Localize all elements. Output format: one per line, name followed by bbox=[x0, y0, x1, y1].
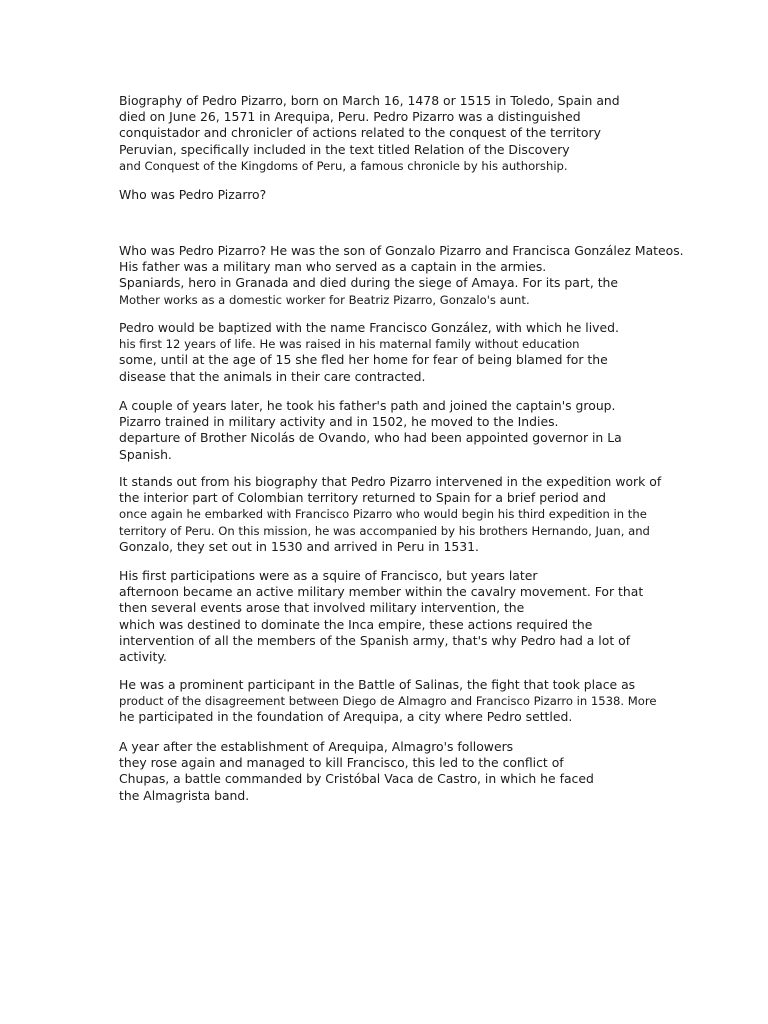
text-line: activity. bbox=[119, 649, 167, 665]
text-line: Who was Pedro Pizarro? bbox=[119, 187, 267, 202]
text-line: then several events arose that involved military intervention, the bbox=[119, 600, 525, 616]
text-line: Who was Pedro Pizarro? He was the son of Gonzalo Pizarro and Francisca González Mateos. bbox=[119, 243, 684, 258]
paragraph-participations bbox=[119, 568, 719, 665]
paragraph-childhood bbox=[119, 320, 719, 385]
paragraph-expedition bbox=[119, 474, 719, 555]
text-line: the interior part of Colombian territory returned to Spain for a brief period and bbox=[119, 490, 606, 506]
text-line: intervention of all the members of the Spanish army, that's why Pedro had a lot of bbox=[119, 632, 631, 648]
text-line: departure of Brother Nicolás de Ovando, who had been appointed governor in La bbox=[119, 430, 622, 446]
text-line: died on June 26, 1571 in Arequipa, Peru. Pedro Pizarro was a distinguished bbox=[119, 109, 581, 125]
text-line: Gonzalo, they set out in 1530 and arrived in Peru in 1531. bbox=[119, 538, 479, 554]
paragraph-intro bbox=[119, 93, 719, 174]
text-line: He was a prominent participant in the Battle of Salinas, the fight that took place as bbox=[119, 677, 636, 692]
text-line: It stands out from his biography that Pedro Pizarro intervened in the expedition work of bbox=[119, 474, 662, 489]
text-line: Pizarro trained in military activity and in 1502, he moved to the Indies. bbox=[119, 414, 559, 430]
text-line: His first participations were as a squire of Francisco, but years later bbox=[119, 568, 538, 583]
text-line: product of the disagreement between Diego de Almagro and Francisco Pizarro in 1538. More bbox=[119, 694, 657, 709]
text-line: His father was a military man who served as a captain in the armies. bbox=[119, 259, 547, 275]
section-heading bbox=[119, 187, 719, 203]
text-line: A couple of years later, he took his father's path and joined the captain's group. bbox=[119, 398, 616, 413]
paragraph-battle-salinas bbox=[119, 677, 719, 726]
text-line: Spanish. bbox=[119, 446, 172, 462]
text-line: conquistador and chronicler of actions related to the conquest of the territory bbox=[119, 125, 601, 141]
text-line: disease that the animals in their care contracted. bbox=[119, 368, 426, 384]
text-line: he participated in the foundation of Arequipa, a city where Pedro settled. bbox=[119, 709, 573, 725]
paragraph-military-training bbox=[119, 398, 719, 463]
text-line: Peruvian, specifically included in the text titled Relation of the Discovery bbox=[119, 141, 570, 157]
text-line: afternoon became an active military member within the cavalry movement. For that bbox=[119, 584, 644, 600]
text-line: which was destined to dominate the Inca empire, these actions required the bbox=[119, 616, 593, 632]
text-line: territory of Peru. On this mission, he was accompanied by his brothers Hernando, Juan, and bbox=[119, 523, 650, 538]
text-line: the Almagrista band. bbox=[119, 787, 250, 803]
text-line: Mother works as a domestic worker for Beatriz Pizarro, Gonzalo's aunt. bbox=[119, 292, 530, 307]
text-line: his first 12 years of life. He was raised in his maternal family without education bbox=[119, 337, 580, 352]
paragraph-parents bbox=[119, 243, 719, 308]
paragraph-chupas bbox=[119, 739, 719, 804]
text-line: and Conquest of the Kingdoms of Peru, a famous chronicle by his authorship. bbox=[119, 158, 568, 173]
text-line: Pedro would be baptized with the name Francisco González, with which he lived. bbox=[119, 320, 619, 335]
text-line: Biography of Pedro Pizarro, born on March 16, 1478 or 1515 in Toledo, Spain and bbox=[119, 93, 620, 108]
text-line: Spaniards, hero in Granada and died during the siege of Amaya. For its part, the bbox=[119, 275, 619, 291]
text-line: Chupas, a battle commanded by Cristóbal Vaca de Castro, in which he faced bbox=[119, 771, 594, 787]
text-line: A year after the establishment of Arequipa, Almagro's followers bbox=[119, 739, 514, 754]
text-line: once again he embarked with Francisco Pizarro who would begin his third expedition in the bbox=[119, 507, 647, 522]
text-line: they rose again and managed to kill Francisco, this led to the conflict of bbox=[119, 755, 564, 771]
text-line: some, until at the age of 15 she fled her home for fear of being blamed for the bbox=[119, 352, 608, 368]
